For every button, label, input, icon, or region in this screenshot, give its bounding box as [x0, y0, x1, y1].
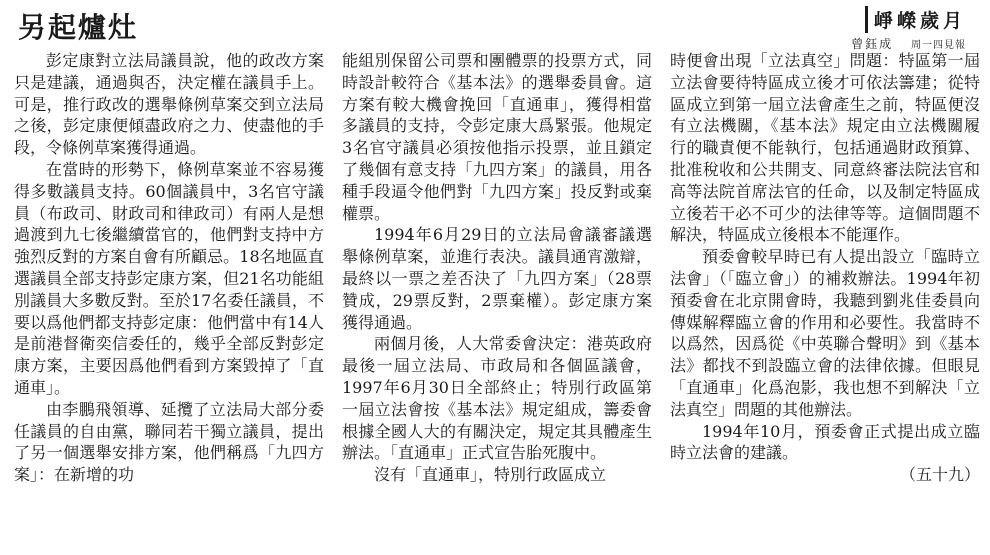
paragraph: 1994年6月29日的立法局會議審議選舉條例草案，並進行表決。議員通宵激辯，最終以一票之差否決了「九四方案」（28票贊成，29票反對，2票棄權）。彭定康方案獲得通過。: [342, 225, 652, 332]
article-headline: 另起爐灶: [18, 11, 139, 44]
column-name: 崢嶸歲月: [865, 6, 966, 33]
paragraph: 預委會較早時已有人提出設立「臨時立法會」（「臨立會」）的補救辦法。1994年初預委會在北京開會時，我聽到劉兆佳委員向傳媒解釋臨立會的作用和必要性。我當時不以爲然，因爲從《中英聯合聲明》到《基本法》都找不到設臨立會的法律依據。但眼見「直通車」化爲泡影，我也想不到解決「立法真空」問題的其他辦法。: [670, 247, 980, 419]
article-column-2: [342, 50, 652, 550]
article-body: [14, 50, 980, 550]
series-number: （五十九）: [899, 465, 980, 485]
paragraph: 由李鵬飛領導、延攬了立法局大部分委任議員的自由黨，聯同若干獨立議員，提出了另一個選舉安排方案，他們稱爲「九四方案」：在新增的功: [14, 399, 324, 485]
paragraph: 1994年10月，預委會正式提出成立臨時立法會的建議。: [670, 421, 980, 463]
paragraph: 在當時的形勢下，條例草案並不容易獲得多數議員支持。60個議員中，3名官守議員（布政司、財政司和律政司）有兩人是想過渡到九七後繼續當官的，他們對支持中方強烈反對的方案自會有所顧忌。18名地區直選議員全部支持彭定康方案，但21名功能組別議員大多數反對。至於17名委任議員，不要以爲他們都支持彭定康：他們當中有14人是前港督衛奕信委任的，幾乎全部反對彭定康方案，主要因爲他們看到方案毀掉了「直通車」。: [14, 159, 324, 397]
article-column-1: [14, 50, 324, 550]
column-masthead: [851, 6, 966, 52]
paragraph: 沒有「直通車」，特別行政區成立: [374, 465, 607, 485]
paragraph: 彭定康對立法局議員說，他的政改方案只是建議，通過與否，決定權在議員手上。可是，推行政改的選舉條例草案交到立法局之後，彭定康便傾盡政府之力、使盡他的手段，令條例草案獲得通過。: [14, 51, 324, 158]
publication-schedule: 周一四見報: [911, 40, 966, 51]
paragraph: 時便會出現「立法真空」問題：特區第一屆立法會要待特區成立後才可依法籌建；從特區成立到第一屆立法會產生之前，特區便沒有立法機關，《基本法》規定由立法機關履行的職責便不能執行，包括通過財政預算、批准稅收和公共開支、同意終審法院法官和高等法院首席法官的任命，以及制定特區成立後若干必不可少的法律等等。這個問題不解決，特區成立後根本不能運作。: [670, 51, 980, 245]
author-name: 曾鈺成: [851, 37, 894, 51]
paragraph: 兩個月後，人大常委會決定：港英政府最後一屆立法局、市政局和各個區議會，1997年6月30日全部終止；特別行政區第一屆立法會按《基本法》規定組成，籌委會根據全國人大的有關決定，規定其具體產生辦法。「直通車」正式宣告胎死腹中。: [342, 334, 652, 463]
article-column-3: [670, 50, 980, 550]
paragraph: 能組別保留公司票和團體票的投票方式，同時設計較符合《基本法》的選舉委員會。這方案有較大機會挽回「直通車」，獲得相當多議員的支持，令彭定康大爲緊張。他規定3名官守議員必須按他指示投票，並且鎖定了幾個有意支持「九四方案」的議員，用各種手段逼令他們對「九四方案」投反對或棄權票。: [342, 51, 652, 223]
